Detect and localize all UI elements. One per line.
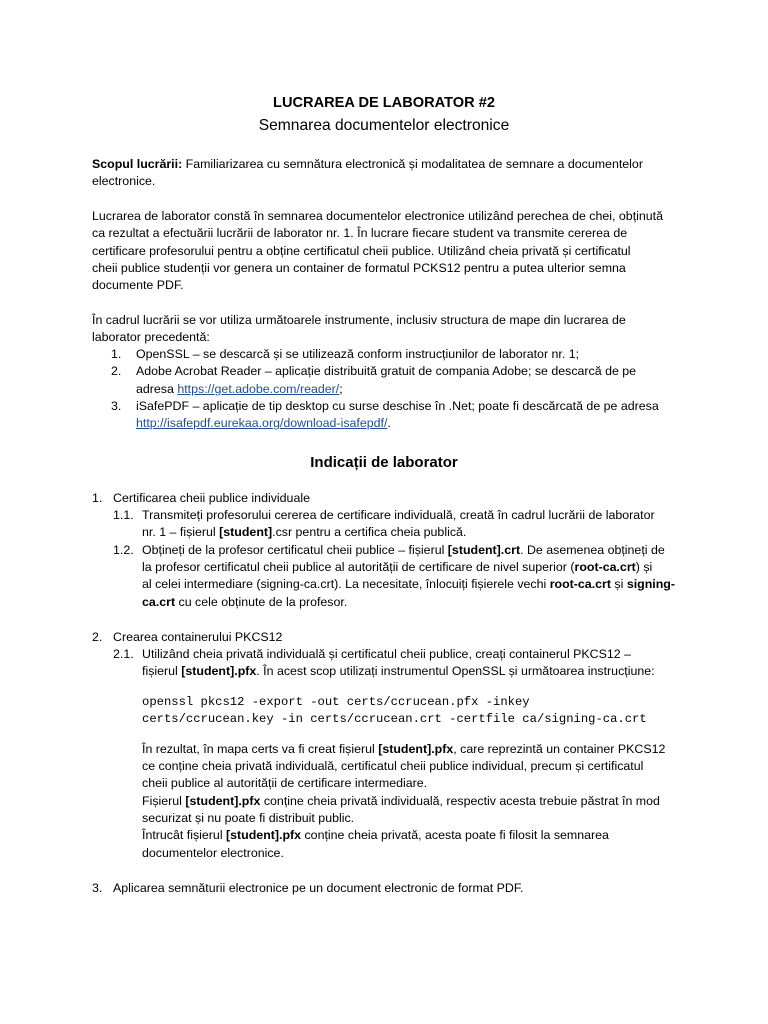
step-1-2-number: 1.2. bbox=[113, 543, 134, 557]
scope-text: Familiarizarea cu semnătura electronică și modalitatea de semnare a documentelor bbox=[182, 157, 643, 171]
step-1-2-line-1 bbox=[142, 542, 665, 559]
step-1-1-line-2 bbox=[142, 524, 466, 541]
step-1-2-line-2 bbox=[142, 559, 652, 576]
signing-ca-filename-part: signing- bbox=[626, 577, 676, 591]
result-text-4c: conține cheia privată individuală, respectiv acesta trebuie păstrat în mod bbox=[260, 794, 660, 808]
intro-line-4: cheii publice studenții vor genera un container de formatul PCKS12 pentru a putea ulterior semna bbox=[92, 261, 626, 275]
step-1-1-number: 1.1. bbox=[113, 508, 134, 522]
step-1-2-ext: .crt bbox=[500, 543, 521, 557]
acrobat-end: ; bbox=[339, 382, 343, 396]
result-line-4 bbox=[142, 793, 660, 810]
tool-number-3: 3. bbox=[111, 399, 122, 413]
signing-ca-filename-end: ca.crt bbox=[142, 595, 176, 609]
step-1-number: 1. bbox=[92, 491, 103, 505]
step-1-title: Certificarea cheii publice individuale bbox=[113, 491, 310, 505]
intro-line-3: certificare profesorului pentru a obține certificatul cheii publice. Utilizând cheia privată și certificatul bbox=[92, 244, 631, 258]
result-line-7: documentelor electronice. bbox=[142, 846, 284, 860]
step-1-1-line-1: Transmiteți profesorului cererea de certificare individuală, creată în cadrul lucrării de laborator bbox=[142, 508, 655, 522]
tool-item-acrobat: Adobe Acrobat Reader – aplicație distribuită gratuit de compania Adobe; se descarcă de pe bbox=[136, 364, 637, 378]
tool-number-1: 1. bbox=[111, 347, 122, 361]
tools-intro-line-1: În cadrul lucrării se vor utiliza următoarele instrumente, inclusiv structura de mape din lucrarea de bbox=[92, 313, 626, 327]
step-1-1-text-a: nr. 1 – fișierul bbox=[142, 525, 220, 539]
openssl-command-line-1: openssl pkcs12 -export -out certs/ccrucean.pfx -inkey bbox=[142, 695, 530, 709]
result-text-1c: , care reprezintă un container PKCS12 bbox=[453, 742, 666, 756]
acrobat-address-label: adresa bbox=[136, 382, 178, 396]
step-1-2-text-4b: cu cele obținute de la profesor. bbox=[175, 595, 348, 609]
intro-line-5: documente PDF. bbox=[92, 278, 184, 292]
root-ca-filename: root-ca.crt bbox=[574, 560, 636, 574]
scope-line-1 bbox=[92, 156, 643, 173]
result-line-1 bbox=[142, 741, 665, 758]
step-1-2-text-3a: al celei intermediare (signing-ca.crt). La necesitate, înlocuiți fișierele vechi bbox=[142, 577, 550, 591]
tool-item-openssl: OpenSSL – se descarcă și se utilizează conform instrucțiunilor de laborator nr. 1; bbox=[136, 347, 580, 361]
step-2-1-text-a: fișierul bbox=[142, 664, 182, 678]
step-2-1-line-2 bbox=[142, 663, 655, 680]
result-line-5: securizat și nu poate fi distribuit public. bbox=[142, 811, 355, 825]
step-3-number: 3. bbox=[92, 881, 103, 895]
adobe-reader-link[interactable]: https://get.adobe.com/reader/ bbox=[177, 382, 340, 396]
result-text-6c: conține cheia privată, acesta poate fi filosit la semnarea bbox=[301, 828, 609, 842]
openssl-command-line-2: certs/ccrucean.key -in certs/ccrucean.crt -certfile ca/signing-ca.crt bbox=[142, 712, 647, 726]
result-pfx-filename-3: [student].pfx bbox=[226, 828, 302, 842]
tool-number-2: 2. bbox=[111, 364, 122, 378]
tool-item-isafepdf: iSafePDF – aplicație de tip desktop cu surse deschise în .Net; poate fi descărcată de pe adresa bbox=[136, 399, 659, 413]
tool-item-acrobat-line-2 bbox=[136, 381, 343, 398]
page-subtitle: Semnarea documentelor electronice bbox=[258, 117, 510, 134]
step-2-1-ext: .pfx bbox=[234, 664, 257, 678]
step-2-1-number: 2.1. bbox=[113, 647, 134, 661]
step-1-2-line-4 bbox=[142, 594, 347, 611]
tool-item-isafepdf-line-2 bbox=[136, 415, 391, 432]
result-line-6 bbox=[142, 827, 609, 844]
step-1-2-text-2c: ) și bbox=[635, 560, 653, 574]
step-2-1-line-1: Utilizând cheia privată individuală și certificatul cheii publice, creați containerul PKCS12 – bbox=[142, 647, 631, 661]
root-ca-filename-2: root-ca.crt bbox=[549, 577, 611, 591]
result-line-3: cheii publice al autorității de certificare intermediare. bbox=[142, 776, 428, 790]
step-1-2-text-2a: la profesor certificatul cheii publice al autorității de certificare de nivel superior ( bbox=[142, 560, 575, 574]
scope-line-2: electronice. bbox=[92, 174, 156, 188]
intro-line-1: Lucrarea de laborator constă în semnarea documentelor electronice utilizând perechea de chei, obținută bbox=[92, 209, 664, 223]
isafepdf-link[interactable]: http://isafepdf.eurekaa.org/download-isafepdf/ bbox=[136, 416, 388, 430]
result-text-4a: Fișierul bbox=[142, 794, 186, 808]
step-3-title: Aplicarea semnăturii electronice pe un document electronic de format PDF. bbox=[113, 881, 524, 895]
result-pfx-filename-2: [student].pfx bbox=[185, 794, 261, 808]
intro-line-2: ca rezultat a efectuării lucrării de laborator nr. 1. În lucrare fiecare student va transmite cererea de bbox=[92, 226, 628, 240]
result-text-1a: În rezultat, în mapa certs va fi creat fișierul bbox=[142, 742, 379, 756]
step-1-2-text-3c: și bbox=[610, 577, 627, 591]
page-title: LUCRAREA DE LABORATOR #2 bbox=[273, 95, 495, 111]
step-1-2-text-d: . De asemenea obțineți de bbox=[520, 543, 665, 557]
section-heading: Indicații de laborator bbox=[310, 454, 458, 471]
step-1-2-line-3 bbox=[142, 576, 675, 593]
result-line-2: ce conține cheia privată individuală, certificatul cheii publice individual, precum și certificatul bbox=[142, 759, 644, 773]
tools-intro-line-2: laborator precedentă: bbox=[92, 330, 210, 344]
step-2-1-filename: [student] bbox=[181, 664, 235, 678]
step-2-title: Crearea containerului PKCS12 bbox=[113, 630, 283, 644]
step-1-2-text-a: Obțineți de la profesor certificatul cheii publice – fișierul bbox=[142, 543, 448, 557]
step-2-number: 2. bbox=[92, 630, 103, 644]
result-text-6a: Întrucât fișierul bbox=[142, 828, 227, 842]
result-pfx-filename: [student].pfx bbox=[378, 742, 454, 756]
scope-label: Scopul lucrării: bbox=[92, 157, 183, 171]
step-2-1-text-d: . În acest scop utilizați instrumentul OpenSSL și următoarea instrucțiune: bbox=[256, 664, 655, 678]
step-1-1-filename: [student] bbox=[219, 525, 273, 539]
isafepdf-end: . bbox=[387, 416, 391, 430]
step-1-2-filename: [student] bbox=[447, 543, 501, 557]
step-1-1-text-c: .csr pentru a certifica cheia publică. bbox=[272, 525, 467, 539]
